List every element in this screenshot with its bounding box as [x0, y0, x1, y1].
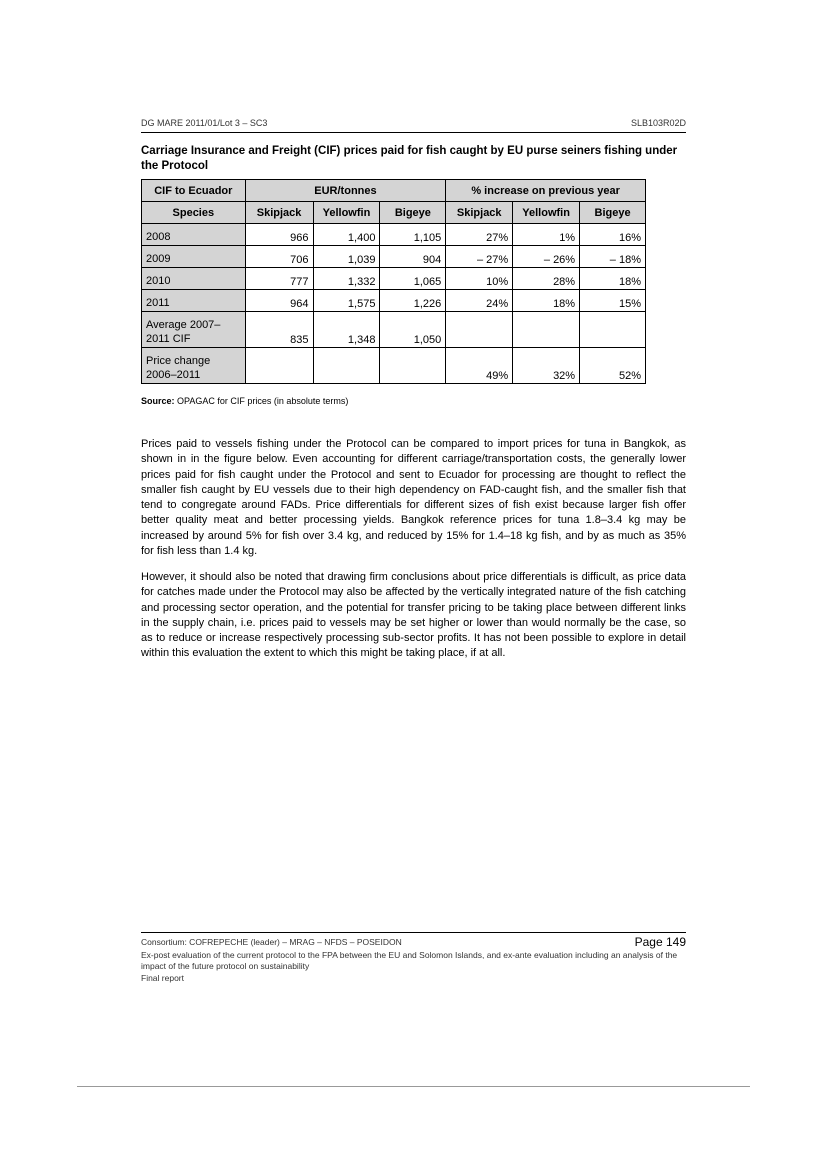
table-cell: 18% — [513, 290, 580, 312]
footer-description: Ex-post evaluation of the current protocol to the FPA between the EU and Solomon Islands, and ex-ante evaluation including an analysis of the impact of the future protocol on sustainability — [141, 950, 678, 971]
table-cell: 777 — [245, 268, 313, 290]
table-cell: 28% — [513, 268, 580, 290]
header-doc-code: SLB103R02D — [630, 118, 686, 128]
table-cell — [313, 348, 380, 384]
cif-price-table — [141, 179, 646, 384]
footer-consortium: Consortium: COFREPECHE (leader) – MRAG – NFDS – POSEIDON — [141, 937, 402, 947]
table-cell: 1,105 — [380, 224, 446, 246]
table-row — [142, 224, 646, 246]
table-cell: 904 — [380, 246, 446, 268]
page-number: Page 149 — [634, 935, 686, 949]
header-project-ref: DG MARE 2011/01/Lot 3 – SC3 — [141, 118, 268, 128]
row-label: 2009 — [142, 246, 246, 268]
table-cell: 1,065 — [380, 268, 446, 290]
table-cell: 1,332 — [313, 268, 380, 290]
table-cell: 966 — [245, 224, 313, 246]
table-cell — [580, 312, 646, 348]
table-cell: 49% — [446, 348, 513, 384]
table-cell: 1,226 — [380, 290, 446, 312]
table-cell: – 18% — [580, 246, 646, 268]
table-cell: 1,348 — [313, 312, 380, 348]
table-cell: 15% — [580, 290, 646, 312]
row-label: 2010 — [142, 268, 246, 290]
table-cell: 835 — [245, 312, 313, 348]
header-yellowfin-pct: Yellowfin — [513, 202, 580, 224]
body-paragraph-1: Prices paid to vessels fishing under the Protocol can be compared to import prices for tuna in Bangkok, as shown in in the figure below. Even accounting for different carriage/transportation costs, the generally lower prices paid for fish caught under the Protocol and sent to Ecuador for processing are thought to reflect the smaller fish caught by EU vessels due to their high dependency on FAD-caught fish, and the smaller fish that tend to congregate around FADs. Price differentials for different sizes of fish exist because larger fish offer better quality meat and better processing yields. Bangkok reference prices for tuna 1.8–3.4 kg may be increased by around 5% for fish over 3.4 kg, and reduced by 15% for 1.4–18 kg fish, and by as much as 35% for fish less than 1.4 kg. — [141, 438, 686, 558]
table-cell: 706 — [245, 246, 313, 268]
table-cell: 10% — [446, 268, 513, 290]
row-label: Average 2007–2011 CIF — [142, 312, 246, 348]
table-cell: 24% — [446, 290, 513, 312]
table-cell: – 26% — [513, 246, 580, 268]
page-footer — [141, 932, 686, 984]
header-eur-tonnes: EUR/tonnes — [245, 180, 446, 202]
table-cell: 1% — [513, 224, 580, 246]
table-cell: 964 — [245, 290, 313, 312]
table-cell: 52% — [580, 348, 646, 384]
header-yellowfin: Yellowfin — [313, 202, 380, 224]
table-cell: – 27% — [446, 246, 513, 268]
table-cell: 27% — [446, 224, 513, 246]
table-row — [142, 290, 646, 312]
table-cell — [446, 312, 513, 348]
source-text: OPAGAC for CIF prices (in absolute terms) — [177, 396, 349, 406]
table-sub-header-row — [142, 202, 646, 224]
table-row — [142, 312, 646, 348]
table-cell — [513, 312, 580, 348]
row-label: 2011 — [142, 290, 246, 312]
table-row — [142, 246, 646, 268]
page-bottom-rule — [77, 1086, 750, 1087]
row-label: 2008 — [142, 224, 246, 246]
row-label: Price change 2006–2011 — [142, 348, 246, 384]
header-percent-increase: % increase on previous year — [446, 180, 646, 202]
footer-final-report: Final report — [141, 973, 184, 983]
header-bigeye-pct: Bigeye — [580, 202, 646, 224]
table-caption: Carriage Insurance and Freight (CIF) prices paid for fish caught by EU purse seiners fishing under the Protocol — [141, 145, 678, 172]
table-cell: 18% — [580, 268, 646, 290]
table-row — [142, 268, 646, 290]
table-cell — [245, 348, 313, 384]
table-row — [142, 348, 646, 384]
table-group-header-row — [142, 180, 646, 202]
table-cell: 1,400 — [313, 224, 380, 246]
table-cell — [380, 348, 446, 384]
source-label: Source: — [141, 396, 175, 406]
table-cell: 16% — [580, 224, 646, 246]
header-cif-to-ecuador: CIF to Ecuador — [142, 180, 246, 202]
table-source-note — [141, 396, 348, 406]
table-cell: 1,050 — [380, 312, 446, 348]
header-species: Species — [142, 202, 246, 224]
page-header — [141, 118, 686, 133]
table-cell: 1,575 — [313, 290, 380, 312]
table-cell: 32% — [513, 348, 580, 384]
table-cell: 1,039 — [313, 246, 380, 268]
header-bigeye: Bigeye — [380, 202, 446, 224]
header-skipjack: Skipjack — [245, 202, 313, 224]
header-skipjack-pct: Skipjack — [446, 202, 513, 224]
body-paragraph-2: However, it should also be noted that drawing firm conclusions about price differentials is difficult, as price data for catches made under the Protocol may also be affected by the vertically integrated nature of the fish catching and processing sector operation, and the potential for transfer pricing to be taking place between different links in the supply chain, i.e. prices paid to vessels may be set higher or lower than would normally be the case, so as to reduce or increase respectively processing sub-sector profits. It has not been possible to explore in detail within this evaluation the extent to which this might be taking place, if at all. — [141, 571, 686, 660]
